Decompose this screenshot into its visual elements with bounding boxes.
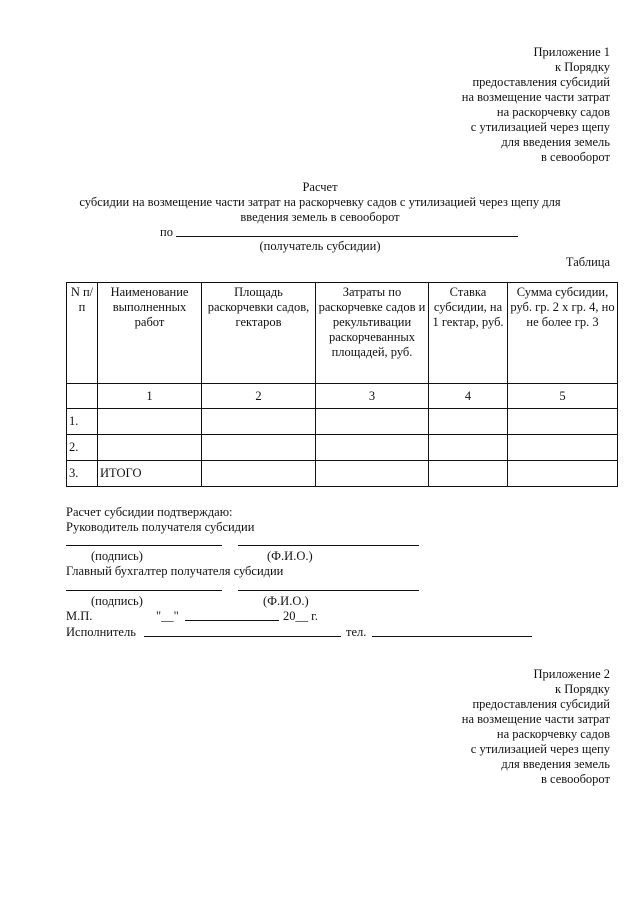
table-cell (316, 435, 429, 461)
number-cell (67, 384, 98, 409)
appendix-1-line: предоставления субсидий (472, 75, 610, 89)
table-number-row (67, 384, 618, 409)
appendix-1-header (390, 45, 610, 165)
header-cell: N п/п (67, 283, 98, 384)
appendix-2-line: с утилизацией через щепу (470, 742, 610, 756)
title-line-3: введения земель в севооборот (240, 210, 400, 224)
title-line-2: субсидии на возмещение части затрат на раскорчевку садов с утилизацией через щепу для (79, 195, 561, 209)
table-cell (316, 461, 429, 487)
table-row (67, 461, 618, 487)
po-label: по (160, 225, 173, 239)
row-number: 3. (67, 461, 98, 487)
table-cell (508, 435, 618, 461)
head-label: Руководитель получателя субсидии (66, 520, 255, 534)
executor-line (144, 636, 341, 637)
table-row (67, 435, 618, 461)
date-year: 20__ г. (283, 609, 318, 623)
row-name: ИТОГО (98, 461, 202, 487)
table-cell (429, 435, 508, 461)
date-day: "__" (156, 609, 179, 623)
document-title (0, 180, 640, 225)
number-cell: 4 (429, 384, 508, 409)
appendix-2-line: на раскорчевку садов (496, 727, 610, 741)
appendix-1-line: для введения земель (501, 135, 610, 149)
appendix-2-line: для введения земель (501, 757, 610, 771)
number-cell: 5 (508, 384, 618, 409)
appendix-2-line: на возмещение части затрат (461, 712, 610, 726)
appendix-1-line: с утилизацией через щепу (470, 120, 610, 134)
appendix-1-line: на раскорчевку садов (496, 105, 610, 119)
recipient-line (176, 236, 518, 237)
table-cell (429, 409, 508, 435)
row-name (98, 409, 202, 435)
podpis-caption-2: (подпись) (91, 594, 143, 608)
signature-line-1 (66, 545, 222, 546)
table-row (67, 409, 618, 435)
table-cell (202, 409, 316, 435)
row-number: 2. (67, 435, 98, 461)
table-cell (202, 461, 316, 487)
appendix-1-line: на возмещение части затрат (461, 90, 610, 104)
subsidy-table (66, 282, 618, 487)
number-cell: 1 (98, 384, 202, 409)
mp-label: М.П. (66, 609, 93, 623)
appendix-2-header (390, 667, 610, 787)
signature-line-2 (66, 590, 222, 591)
fio-line-1 (238, 545, 419, 546)
number-cell: 2 (202, 384, 316, 409)
row-name (98, 435, 202, 461)
podpis-caption-1: (подпись) (91, 549, 143, 563)
recipient-caption: (получатель субсидии) (259, 239, 381, 253)
appendix-1-line: Приложение 1 (533, 45, 610, 59)
fio-line-2 (238, 590, 419, 591)
header-cell: Затраты по раскорчевке садов и рекультивации раскорчеванных площадей, руб. (316, 283, 429, 384)
title-line-1: Расчет (302, 180, 338, 194)
tel-label: тел. (346, 625, 367, 639)
fio-caption-2: (Ф.И.О.) (263, 594, 309, 608)
header-cell: Наименование выполненных работ (98, 283, 202, 384)
date-month-line (185, 620, 279, 621)
fio-caption-1: (Ф.И.О.) (267, 549, 313, 563)
table-cell (429, 461, 508, 487)
appendix-1-line: к Порядку (555, 60, 610, 74)
accountant-label: Главный бухгалтер получателя субсидии (66, 564, 284, 578)
executor-label: Исполнитель (66, 625, 136, 639)
header-cell: Площадь раскорчевки садов, гектаров (202, 283, 316, 384)
appendix-1-line: в севооборот (540, 150, 610, 164)
header-cell: Сумма субсидии, руб. гр. 2 x гр. 4, но не более гр. 3 (508, 283, 618, 384)
table-header-row (67, 283, 618, 384)
confirm-text: Расчет субсидии подтверждаю: (66, 505, 233, 519)
table-cell (508, 409, 618, 435)
appendix-2-line: к Порядку (555, 682, 610, 696)
appendix-2-line: в севооборот (540, 772, 610, 786)
table-cell (202, 435, 316, 461)
tel-line (372, 636, 532, 637)
table-label: Таблица (565, 255, 610, 269)
table-cell (316, 409, 429, 435)
header-cell: Ставка субсидии, на 1 гектар, руб. (429, 283, 508, 384)
row-number: 1. (67, 409, 98, 435)
appendix-2-line: предоставления субсидий (472, 697, 610, 711)
appendix-2-line: Приложение 2 (533, 667, 610, 681)
number-cell: 3 (316, 384, 429, 409)
table-cell (508, 461, 618, 487)
